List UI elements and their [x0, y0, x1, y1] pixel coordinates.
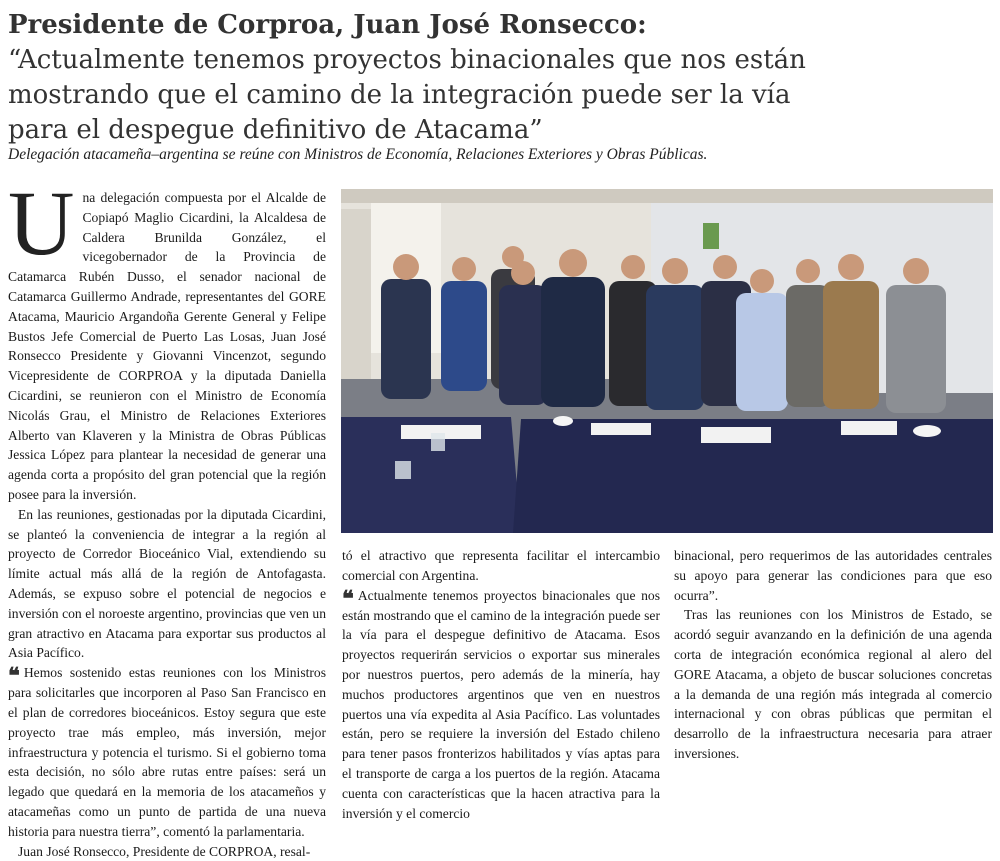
meeting-photo-illustration	[341, 189, 993, 533]
paragraph-text: na delegación compuesta por el Alcalde de Copiapó Maglio Cicardini, la Alcaldesa de Caldera Brunilda González, el vicegobernador de la Provincia de Catamarca Rubén Dusso, el senador nacional de Catamarca Guillermo Andrade, representantes del GORE Atacama, Mauricio Argandoña Gerente General y Felipe Bustos Jefe Comercial de Puerto Las Losas, Juan José Ronsecco Presidente y Giovanni Vincenzot, segundo Vicepresidente de CORPROA y la diputada Daniella Cicardini, se reunieron con el Ministro de Economía Nicolás Grau, el Ministro de Relaciones Exteriores Alberto van Klaveren y la Ministra de Obras Públicas Jessica López para plantear la necesidad de generar una agenda corta a propósito del gran potencial que la región posee para la inversión.	[8, 190, 326, 502]
quote-paragraph	[342, 586, 660, 824]
article-column-2	[342, 546, 660, 823]
meeting-photo	[341, 189, 993, 533]
paragraph: Juan José Ronsecco, Presidente de CORPROA, resal-	[8, 842, 326, 861]
article-column-3	[674, 546, 992, 764]
paragraph: En las reuniones, gestionadas por la diputada Cicardini, se planteó la conveniencia de integrar a la región al proyecto de Corredor Bioceánico Vial, extendiendo su límite actual más allá de la región de Antofagasta. Además, se expuso sobre el potencial de negocios e inversión con el noroeste argentino, provincias que ven un gran atractivo en Atacama para exportar sus productos al Asia Pacífico.	[8, 505, 326, 663]
paragraph-text: Hemos sostenido estas reuniones con los Ministros para solicitarles que incorporen al Paso San Francisco en el plan de corredores bioceánicos. Estoy segura que este proyecto trae más empleo, más inversión, mejor infraestructura y potencia el turismo. Si el gobierno toma esta decisión, no sólo abre rutas entre países: será un legado que quedará en la memoria de los atacameños y atacameñas como un punto de partida de una nueva historia para nuestra tierra”, comentó la parlamentaria.	[8, 665, 326, 839]
headline-quote-line3: para el despegue definitivo de Atacama”	[8, 115, 543, 145]
paragraph: Tras las reuniones con los Ministros de Estado, se acordó seguir avanzando en la definición de una agenda corta de integración económica regional al alero del GORE Atacama, a objeto de buscar soluciones concretas a la demanda de una región más integrada al comercio internacional y con obras públicas que permitan el desarrollo de la infraestructura necesaria para atraer inversiones.	[674, 605, 992, 763]
quote-mark-icon: ❝	[8, 663, 20, 689]
quote-mark-icon: ❝	[342, 586, 354, 612]
headline-quote-line1: “Actualmente tenemos proyectos binacionales que nos están	[8, 45, 806, 75]
headline-title: Presidente de Corproa, Juan José Ronsecco:	[8, 10, 647, 40]
paragraph	[8, 188, 326, 505]
paragraph-text: Actualmente tenemos proyectos binacionales que nos están mostrando que el camino de la integración puede ser la vía para el despegue definitivo de Atacama. Esos proyectos requerirán servicios o exportar sus minerales por nuestros puertos, pero además de la minería, hay muchos productores argentinos que ven en nuestros puertos una vía expedita al Asia Pacífico. Las voluntades están, pero se requiere la inversión del Estado chileno para tener pasos fronterizos habilitados y vías aptas para el transporte de carga a los puertos de la región. Atacama cuenta con características que la hacen atractiva para la inversión y el comercio	[342, 588, 660, 821]
quote-paragraph	[8, 663, 326, 841]
paragraph: binacional, pero requerimos de las autoridades centrales su apoyo para generar las condiciones para que eso ocurra”.	[674, 546, 992, 605]
article-column-1	[8, 188, 326, 861]
drop-cap: U	[8, 188, 74, 262]
headline-quote-line2: mostrando que el camino de la integración puede ser la vía	[8, 80, 791, 110]
paragraph: tó el atractivo que representa facilitar el intercambio comercial con Argentina.	[342, 546, 660, 586]
headline	[8, 6, 993, 146]
subheadline: Delegación atacameña–argentina se reúne con Ministros de Economía, Relaciones Exteriores y Obras Públicas.	[8, 146, 993, 164]
